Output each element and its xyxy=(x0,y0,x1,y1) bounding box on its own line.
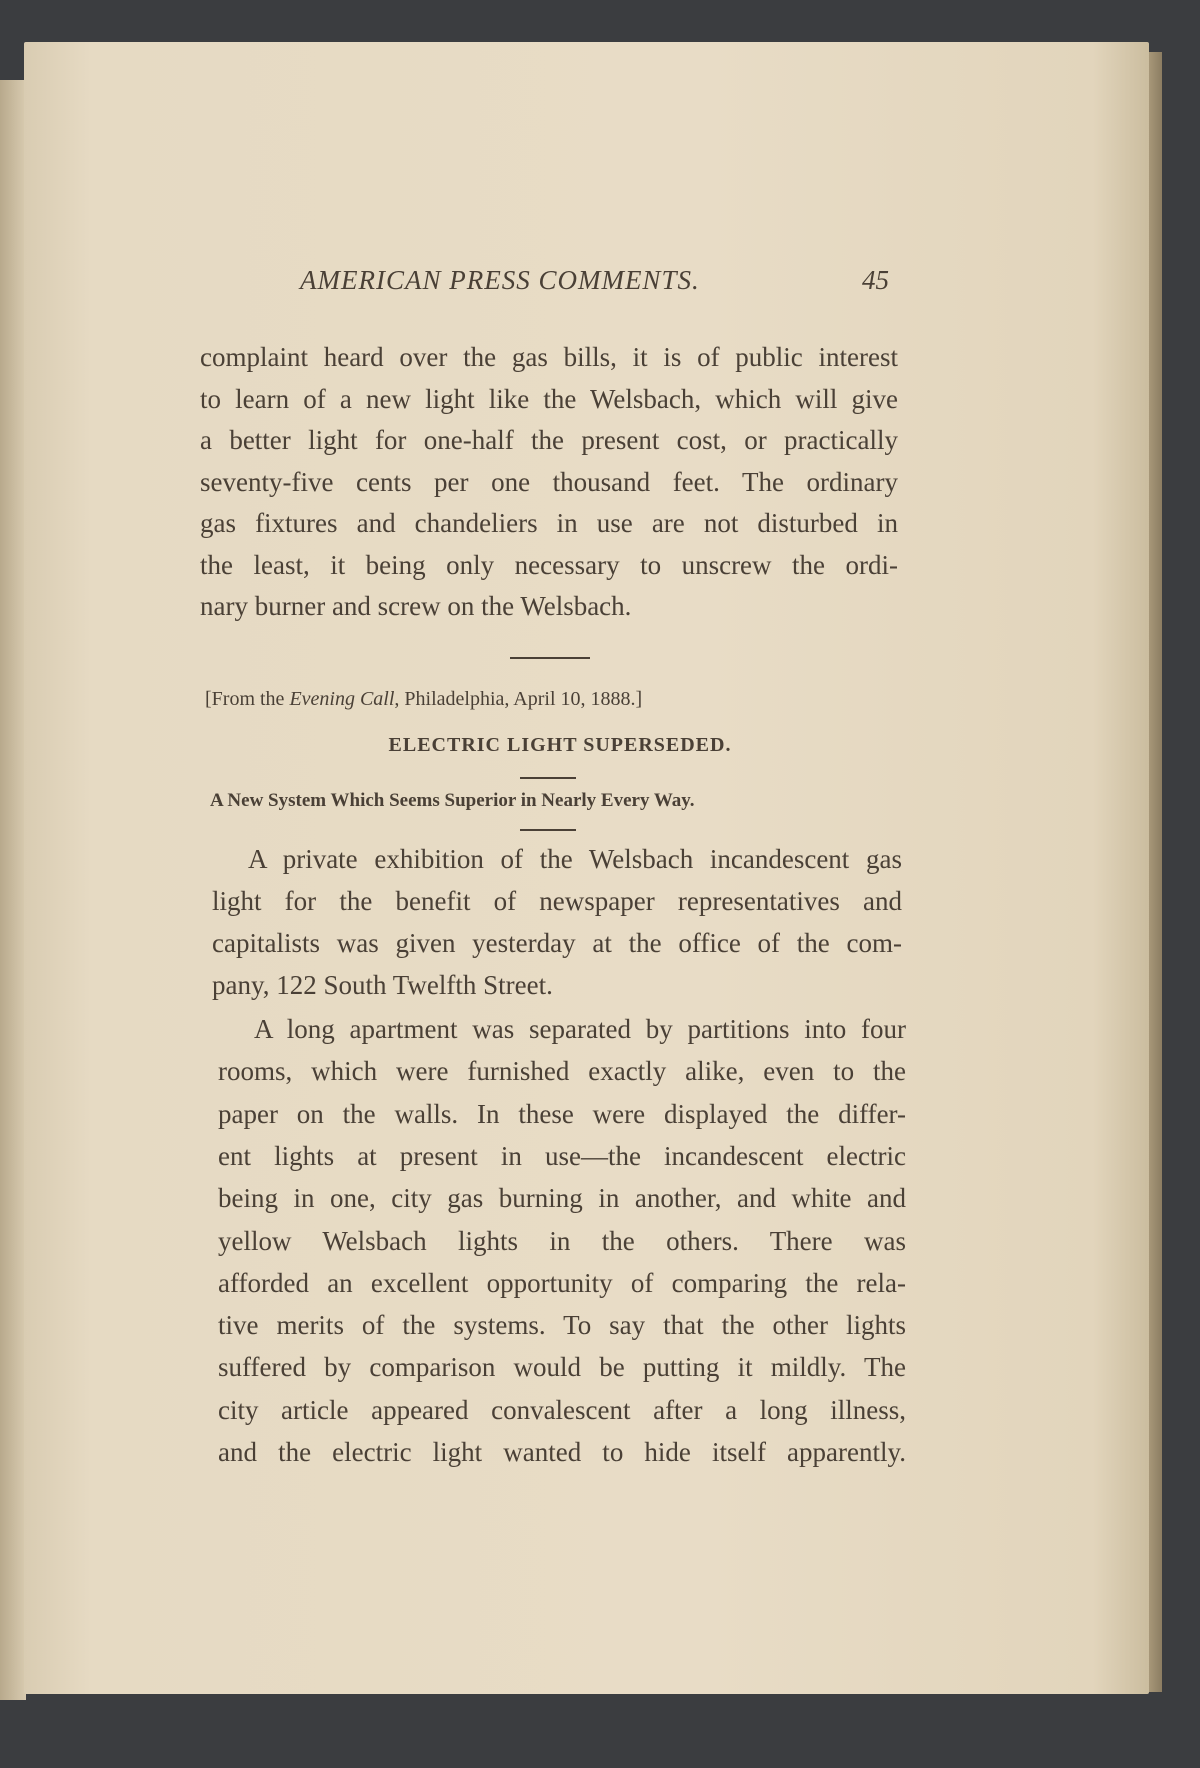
subheadline: A New System Which Seems Superior in Nearly Every Way. xyxy=(210,790,695,811)
citation-source: Evening Call xyxy=(289,688,395,710)
text-line: paper on the walls. In these were displayed the differ- xyxy=(218,1098,906,1129)
citation-prefix: [From the xyxy=(205,688,290,710)
text-line: gas fixtures and chandeliers in use are not disturbed in xyxy=(200,508,898,538)
running-header: AMERICAN PRESS COMMENTS. xyxy=(300,265,700,295)
divider xyxy=(520,829,576,831)
text-line: pany, 122 South Twelfth Street. xyxy=(212,970,553,1000)
text-line: capitalists was given yesterday at the office of the com- xyxy=(212,928,902,958)
text-line: light for the benefit of newspaper representatives and xyxy=(212,886,902,916)
text-line: tive merits of the systems. To say that the other lights xyxy=(218,1310,906,1341)
text-line: nary burner and screw on the Welsbach. xyxy=(200,591,632,621)
citation-suffix: , Philadelphia, April 10, 1888.] xyxy=(394,688,643,710)
divider xyxy=(520,777,576,779)
text-line: and the electric light wanted to hide itself apparently. xyxy=(218,1437,906,1467)
page-number: 45 xyxy=(862,265,889,295)
citation xyxy=(205,688,642,711)
facing-page-edge xyxy=(0,80,26,1700)
text-line: the least, it being only necessary to unscrew the ordi- xyxy=(200,549,898,580)
text-line: ent lights at present in use—the incandescent electric xyxy=(218,1140,906,1171)
text-line: A private exhibition of the Welsbach incandescent gas xyxy=(248,844,902,874)
text-line: yellow Welsbach lights in the others. There was xyxy=(218,1225,906,1256)
text-line: a better light for one-half the present cost, or practically xyxy=(200,425,898,455)
divider xyxy=(510,657,590,659)
text-line: seventy-five cents per one thousand feet. The ordinary xyxy=(200,466,898,497)
text-line: complaint heard over the gas bills, it is of public interest xyxy=(200,342,898,372)
headline: ELECTRIC LIGHT SUPERSEDED. xyxy=(388,734,732,756)
text-line: city article appeared convalescent after a long illness, xyxy=(218,1394,906,1425)
text-line: suffered by comparison would be putting it mildly. The xyxy=(218,1352,906,1383)
text-line: afforded an excellent opportunity of comparing the rela- xyxy=(218,1267,906,1298)
text-line: A long apartment was separated by partitions into four xyxy=(254,1014,906,1044)
text-line: to learn of a new light like the Welsbach, which will give xyxy=(200,383,898,414)
text-line: being in one, city gas burning in another, and white and xyxy=(218,1183,906,1214)
text-line: rooms, which were furnished exactly alike, even to the xyxy=(218,1056,906,1087)
